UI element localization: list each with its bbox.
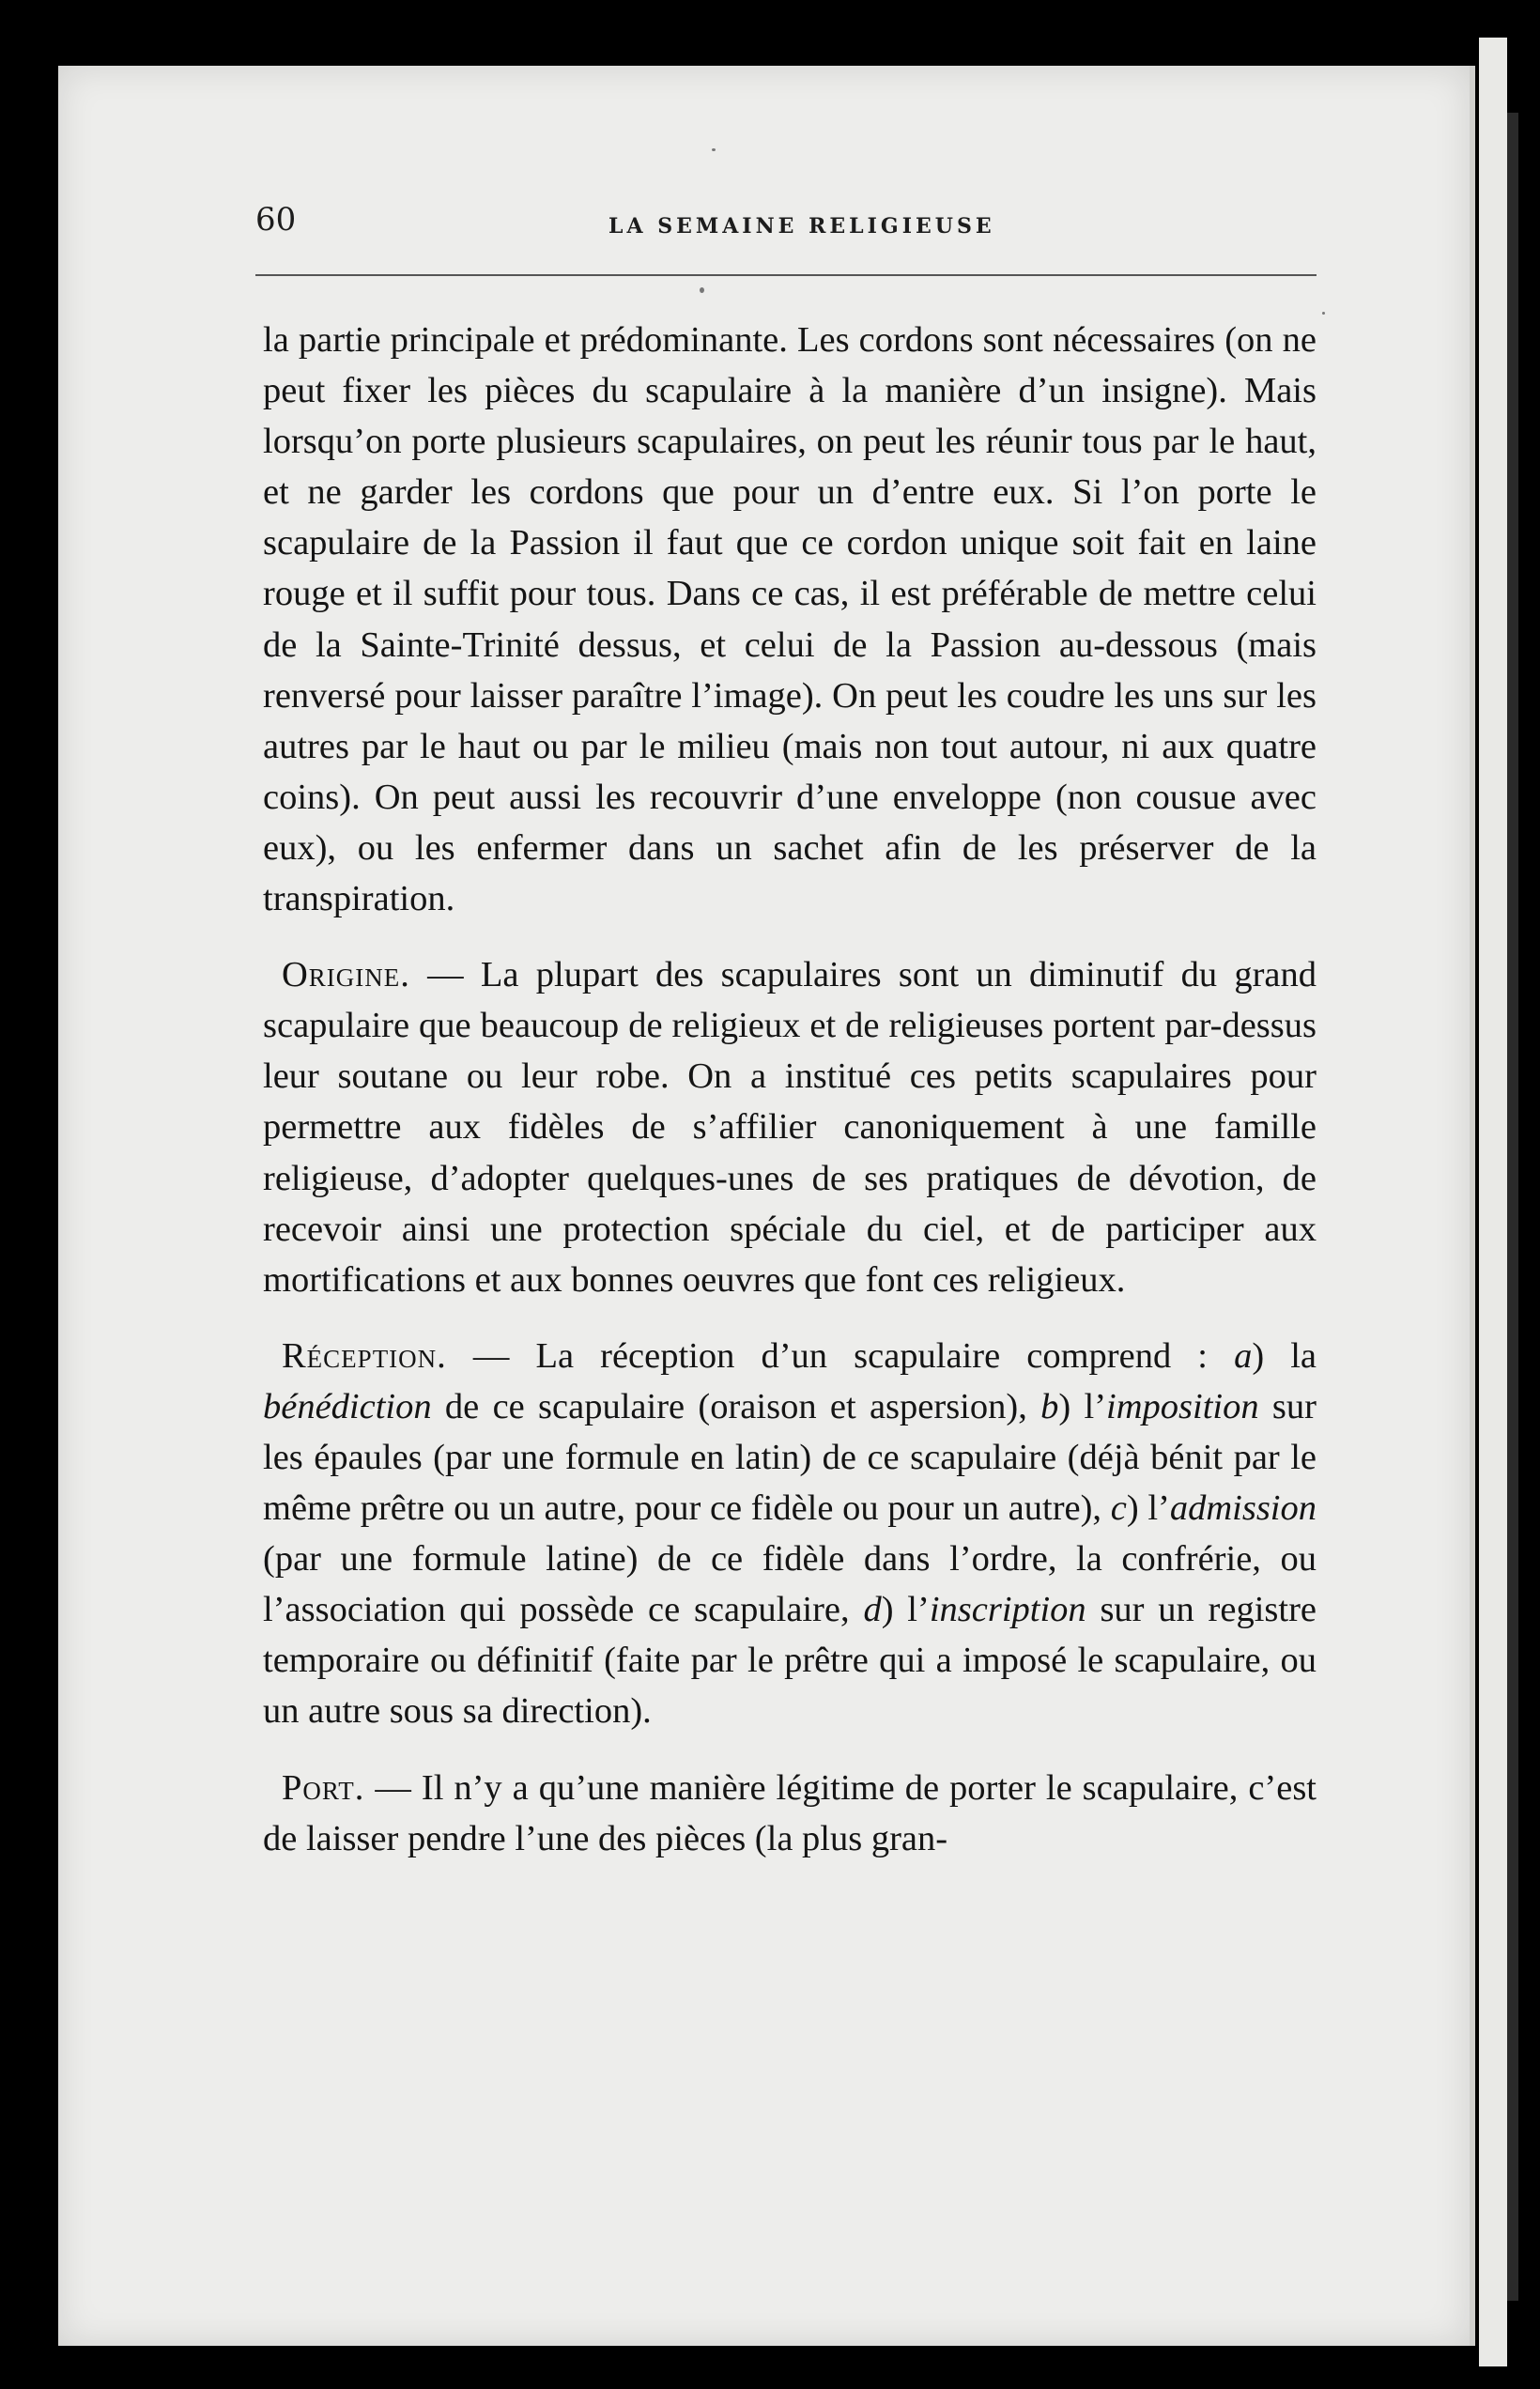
italic-text: bénédiction — [263, 1386, 432, 1426]
paragraph-heading: Port. — [282, 1767, 365, 1808]
italic-text: c — [1110, 1488, 1127, 1529]
italic-text: admission — [1169, 1488, 1317, 1529]
italic-text: inscription — [929, 1590, 1086, 1630]
ink-speck — [712, 148, 716, 151]
text-run: — La plupart des scapulaires sont un diminutif du grand scapulaire que beaucoup de religieux et de religieuses portent par-dessus leur soutane ou leur robe. On a institué ces petits scapulaires pour permettre aux fidèles de s’affilier canoniquement à une famille religieuse, d’adopter quelques-unes de ses pratiques de dévotion, de recevoir ainsi une protection spéciale du ciel, et de participer aux mortifications et aux bonnes oeuvres que font ces religieux. — [263, 955, 1317, 1300]
binding-shadow — [1507, 113, 1518, 2301]
page-number: 60 — [255, 201, 297, 239]
text-run: — Il n’y a qu’une manière légitime de porter le scapulaire, c’est de laisser pendre l’une des pièces (la plus gran- — [263, 1767, 1317, 1858]
paragraph-heading: Réception. — [282, 1335, 447, 1376]
italic-text: a — [1234, 1335, 1253, 1376]
italic-text: b — [1040, 1386, 1059, 1426]
adjacent-page-edge — [1479, 38, 1507, 2366]
paragraph-heading: Origine. — [282, 955, 410, 995]
header-rule — [255, 274, 1317, 276]
text-run: — La réception d’un scapulaire comprend : — [446, 1335, 1235, 1376]
paragraph — [263, 315, 1317, 924]
text-run: sur un registre temporaire ou définitif (faite par le prêtre qui a imposé le scapulaire, ou un autre sous sa direction). — [263, 1590, 1317, 1732]
page-header — [255, 199, 1326, 246]
text-run: ) l’ — [1058, 1386, 1107, 1426]
italic-text: d — [863, 1590, 882, 1630]
text-run: ) l’ — [881, 1590, 930, 1630]
text-run: sur les épaules (par une formule en latin) de ce scapulaire (déjà bénit par le même prêtre ou un autre, pour ce fidèle ou pour un autre), — [263, 1386, 1317, 1529]
text-run: (par une formule latine) de ce fidèle dans l’ordre, la confrérie, ou l’association qui possède ce scapulaire, — [263, 1539, 1317, 1630]
ink-speck — [700, 287, 704, 293]
text-run: la partie principale et prédominante. Les cordons sont nécessaires (on ne peut fixer les pièces du scapulaire à la manière d’un insigne). Mais lorsqu’on porte plusieurs scapulaires, on peut les réunir tous par le haut, et ne garder les cordons que pour un d’entre eux. Si l’on porte le scapulaire de la Passion il faut que ce cordon unique soit fait en laine rouge et il suffit pour tous. Dans ce cas, il est préférable de mettre celui de la Sainte-Trinité dessus, et celui de la Passion au-dessous (mais renversé pour laisser paraître l’image). On peut les coudre les uns sur les autres par le haut ou par le milieu (mais non tout autour, ni aux quatre coins). On peut aussi les recouvrir d’une enveloppe (non cousue avec eux), ou les enfermer dans un sachet afin de les préserver de la transpiration. — [263, 320, 1317, 919]
ink-speck — [1322, 312, 1325, 315]
text-run: de ce scapulaire (oraison et aspersion), — [431, 1386, 1041, 1426]
paragraph — [263, 1763, 1317, 1864]
text-run: ) la — [1252, 1335, 1317, 1376]
running-head: LA SEMAINE RELIGIEUSE — [608, 214, 995, 239]
paragraph — [263, 949, 1317, 1305]
body-text — [263, 315, 1317, 1864]
text-run: ) l’ — [1126, 1488, 1170, 1529]
italic-text: imposition — [1106, 1386, 1259, 1426]
paragraph — [263, 1331, 1317, 1737]
